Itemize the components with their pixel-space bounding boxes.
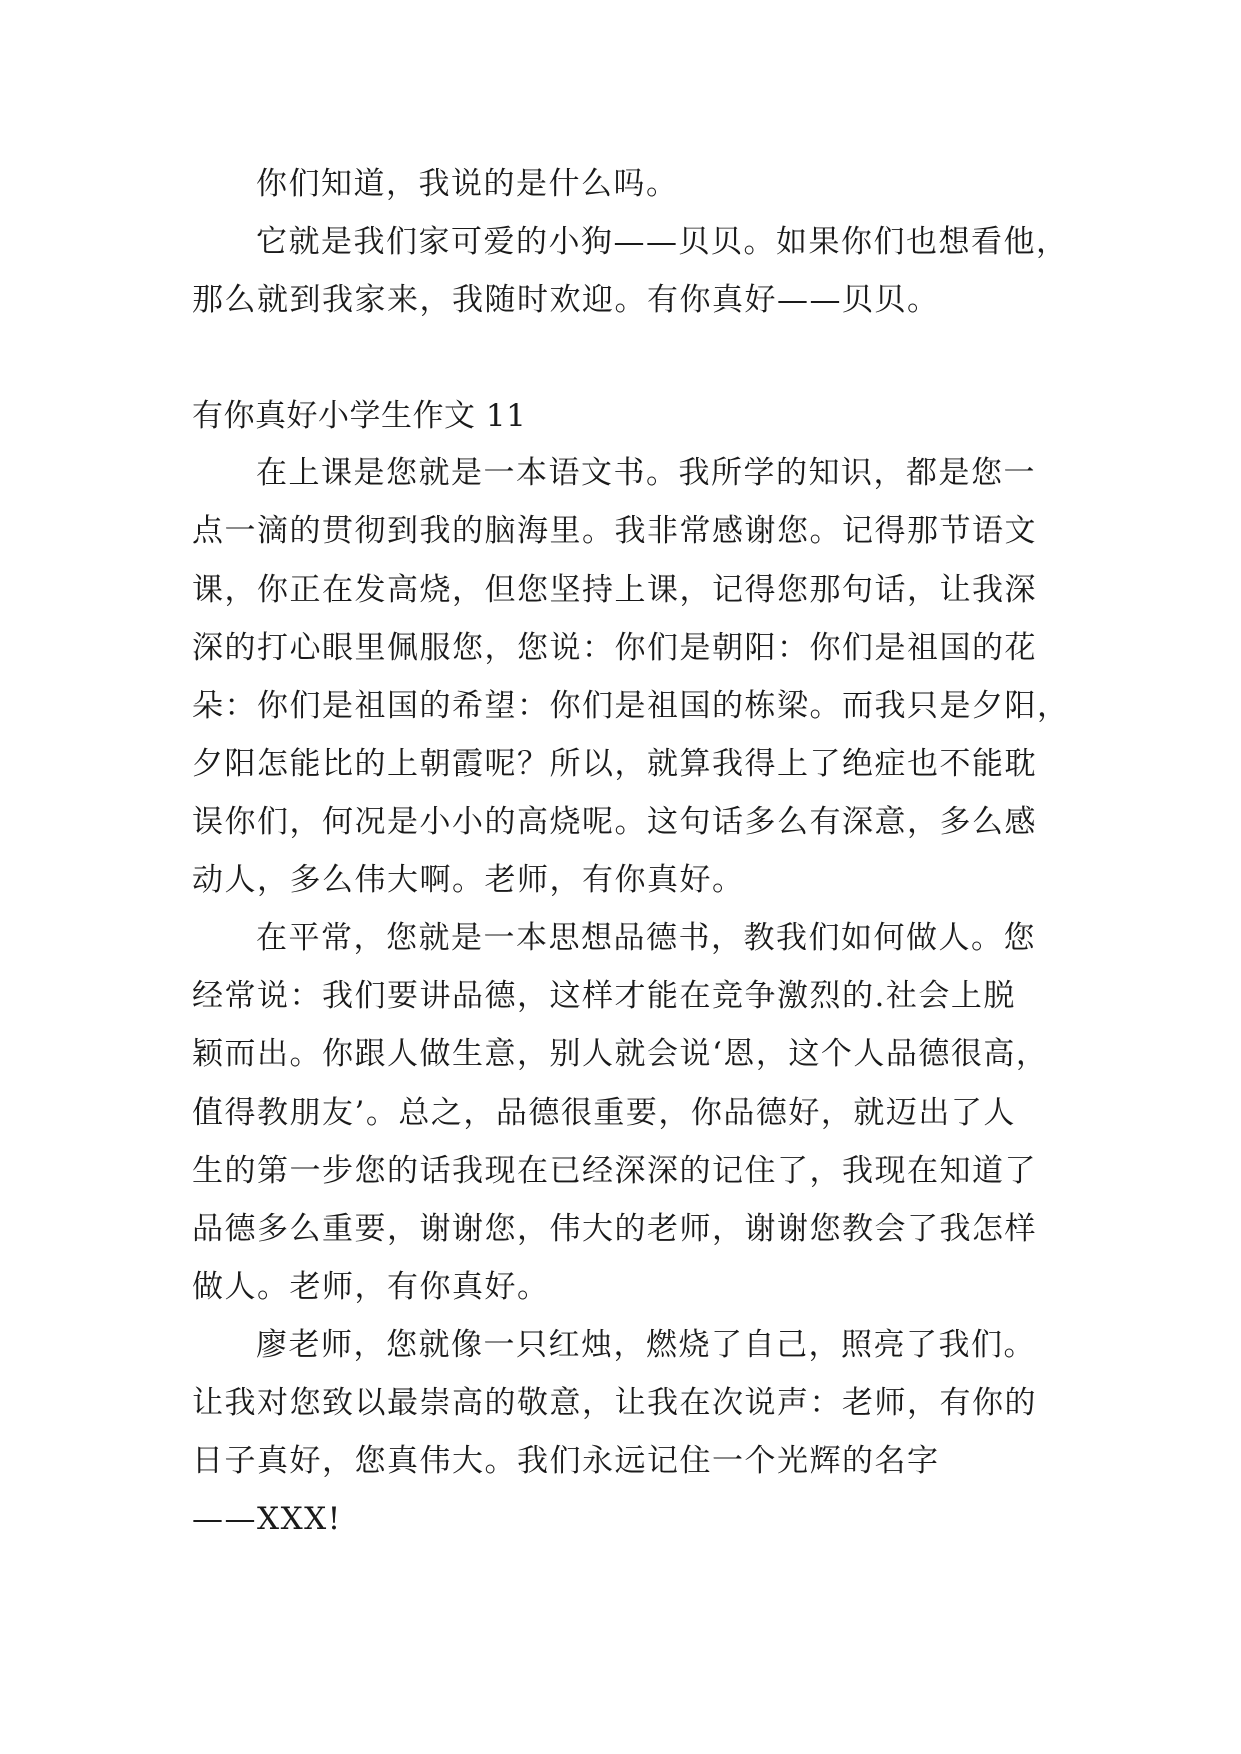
paragraph1-line-3: 课，你正在发高烧，但您坚持上课，记得您那句话，让我深 [192,572,1037,608]
paragraph3-line-1: 廖老师，您就像一只红烛，燃烧了自己，照亮了我们。 [256,1327,1036,1363]
paragraph2-line-4: 值得教朋友’。总之，品德很重要，你品德好，就迈出了人 [192,1095,1016,1131]
paragraph2-line-3: 颖而出。你跟人做生意，别人就会说‘恩，这个人品德很高， [192,1036,1049,1072]
paragraph1-line-6: 夕阳怎能比的上朝霞呢？所以，就算我得上了绝症也不能耽 [192,746,1037,782]
paragraph1-line-5: 朵：你们是祖国的希望：你们是祖国的栋梁。而我只是夕阳， [192,688,1070,724]
paragraph1-line-2: 点一滴的贯彻到我的脑海里。我非常感谢您。记得那节语文 [192,513,1037,549]
paragraph3-line-4: ——XXX! [192,1501,342,1537]
intro-line-2: 它就是我们家可爱的小狗——贝贝。如果你们也想看他， [256,224,1069,260]
paragraph2-line-2: 经常说：我们要讲品德，这样才能在竞争激烈的.社会上脱 [192,978,1016,1014]
paragraph3-line-3: 日子真好，您真伟大。我们永远记住一个光辉的名字 [192,1443,940,1479]
paragraph3-line-2: 让我对您致以最崇高的敬意，让我在次说声：老师，有你的 [192,1385,1037,1421]
paragraph1-line-7: 误你们，何况是小小的高烧呢。这句话多么有深意，多么感 [192,804,1037,840]
paragraph2-line-7: 做人。老师，有你真好。 [192,1269,550,1305]
paragraph2-line-6: 品德多么重要，谢谢您，伟大的老师，谢谢您教会了我怎样 [192,1211,1037,1247]
paragraph1-line-4: 深的打心眼里佩服您，您说：你们是朝阳：你们是祖国的花 [192,630,1037,666]
paragraph2-line-5: 生的第一步您的话我现在已经深深的记住了，我现在知道了 [192,1153,1037,1189]
paragraph1-line-1: 在上课是您就是一本语文书。我所学的知识，都是您一 [256,455,1036,491]
section-title: 有你真好小学生作文 11 [192,398,527,434]
intro-line-1: 你们知道，我说的是什么吗。 [256,166,679,202]
intro-line-3: 那么就到我家来，我随时欢迎。有你真好——贝贝。 [192,282,940,318]
paragraph1-line-8: 动人，多么伟大啊。老师，有你真好。 [192,862,745,898]
paragraph2-line-1: 在平常，您就是一本思想品德书，教我们如何做人。您 [256,920,1036,956]
